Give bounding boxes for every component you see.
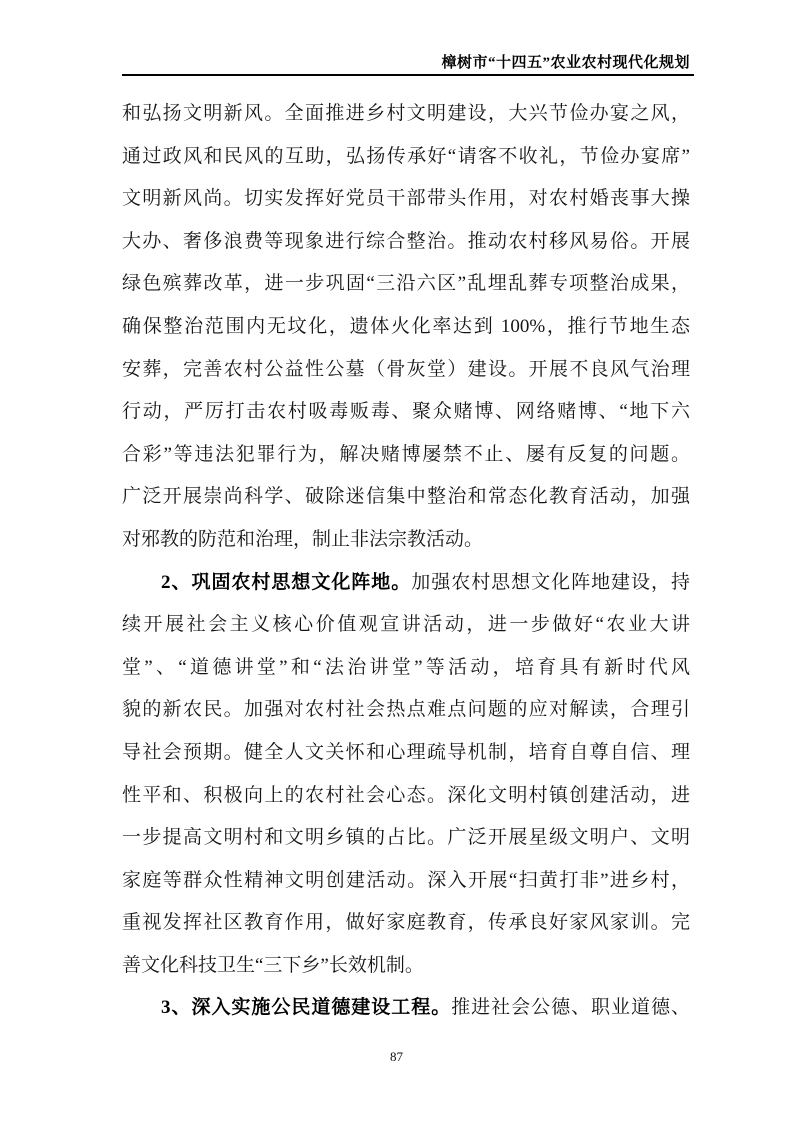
paragraph-end-line: 对邪教的防范和治理，制止非法宗教活动。	[122, 528, 484, 550]
body-line: 家庭等群众性精神文明创建活动。深入开展“扫黄打非”进乡村，	[122, 869, 690, 891]
body-line: 一步提高文明村和文明乡镇的占比。广泛开展星级文明户、文明	[122, 827, 690, 849]
body-line: 行动，严厉打击农村吸毒贩毒、聚众赌博、网络赌博、“地下六	[122, 401, 690, 423]
body-line: 貌的新农民。加强对农村社会热点难点问题的应对解读，合理引	[122, 699, 690, 721]
body-line: 性平和、积极向上的农村社会心态。深化文明村镇创建活动，进	[122, 784, 690, 806]
body-line: 导社会预期。健全人文关怀和心理疏导机制，培育自尊自信、理	[122, 741, 690, 763]
paragraph-end-line: 善文化科技卫生“三下乡”长效机制。	[122, 954, 424, 976]
body-line: 安葬，完善农村公益性公墓（骨灰堂）建设。开展不良风气治理	[122, 358, 690, 380]
page-header-title: 樟树市“十四五”农业农村现代化规划	[441, 55, 690, 71]
page-number: 87	[390, 1049, 403, 1064]
body-line: 确保整治范围内无坟化，遗体火化率达到 100%，推行节地生态	[122, 315, 690, 337]
header-rule	[122, 74, 694, 76]
paragraph-lead-bold: 3、深入实施公民道德建设工程。	[161, 997, 452, 1019]
body-line: 续开展社会主义核心价值观宣讲活动，进一步做好“农业大讲	[122, 614, 690, 636]
body-line: 重视发挥社区教育作用，做好家庭教育，传承良好家风家训。完	[122, 912, 690, 934]
body-line: 堂”、“道德讲堂”和“法治讲堂”等活动，培育具有新时代风	[122, 656, 690, 678]
paragraph-lead-bold: 2、巩固农村思想文化阵地。	[161, 571, 412, 593]
paragraph-start-line	[122, 987, 690, 1030]
body-line: 文明新风尚。切实发挥好党员干部带头作用，对农村婚丧事大操	[122, 188, 690, 210]
document-body	[122, 93, 690, 1030]
body-line: 合彩”等违法犯罪行为，解决赌博屡禁不止、屡有反复的问题。	[122, 443, 690, 465]
paragraph-text: 加强农村思想文化阵地建设，持	[411, 571, 690, 593]
body-line: 绿色殡葬改革，进一步巩固“三沿六区”乱埋乱葬专项整治成果，	[122, 273, 690, 295]
paragraph-start-line	[122, 562, 690, 605]
body-line: 广泛开展崇尚科学、破除迷信集中整治和常态化教育活动，加强	[122, 486, 690, 508]
paragraph-text: 推进社会公德、职业道德、	[451, 997, 690, 1019]
body-line: 大办、奢侈浪费等现象进行综合整治。推动农村移风易俗。开展	[122, 230, 690, 252]
body-line: 通过政风和民风的互助，弘扬传承好“请客不收礼，节俭办宴席”	[122, 145, 690, 167]
body-line: 和弘扬文明新风。全面推进乡村文明建设，大兴节俭办宴之风，	[122, 103, 690, 124]
